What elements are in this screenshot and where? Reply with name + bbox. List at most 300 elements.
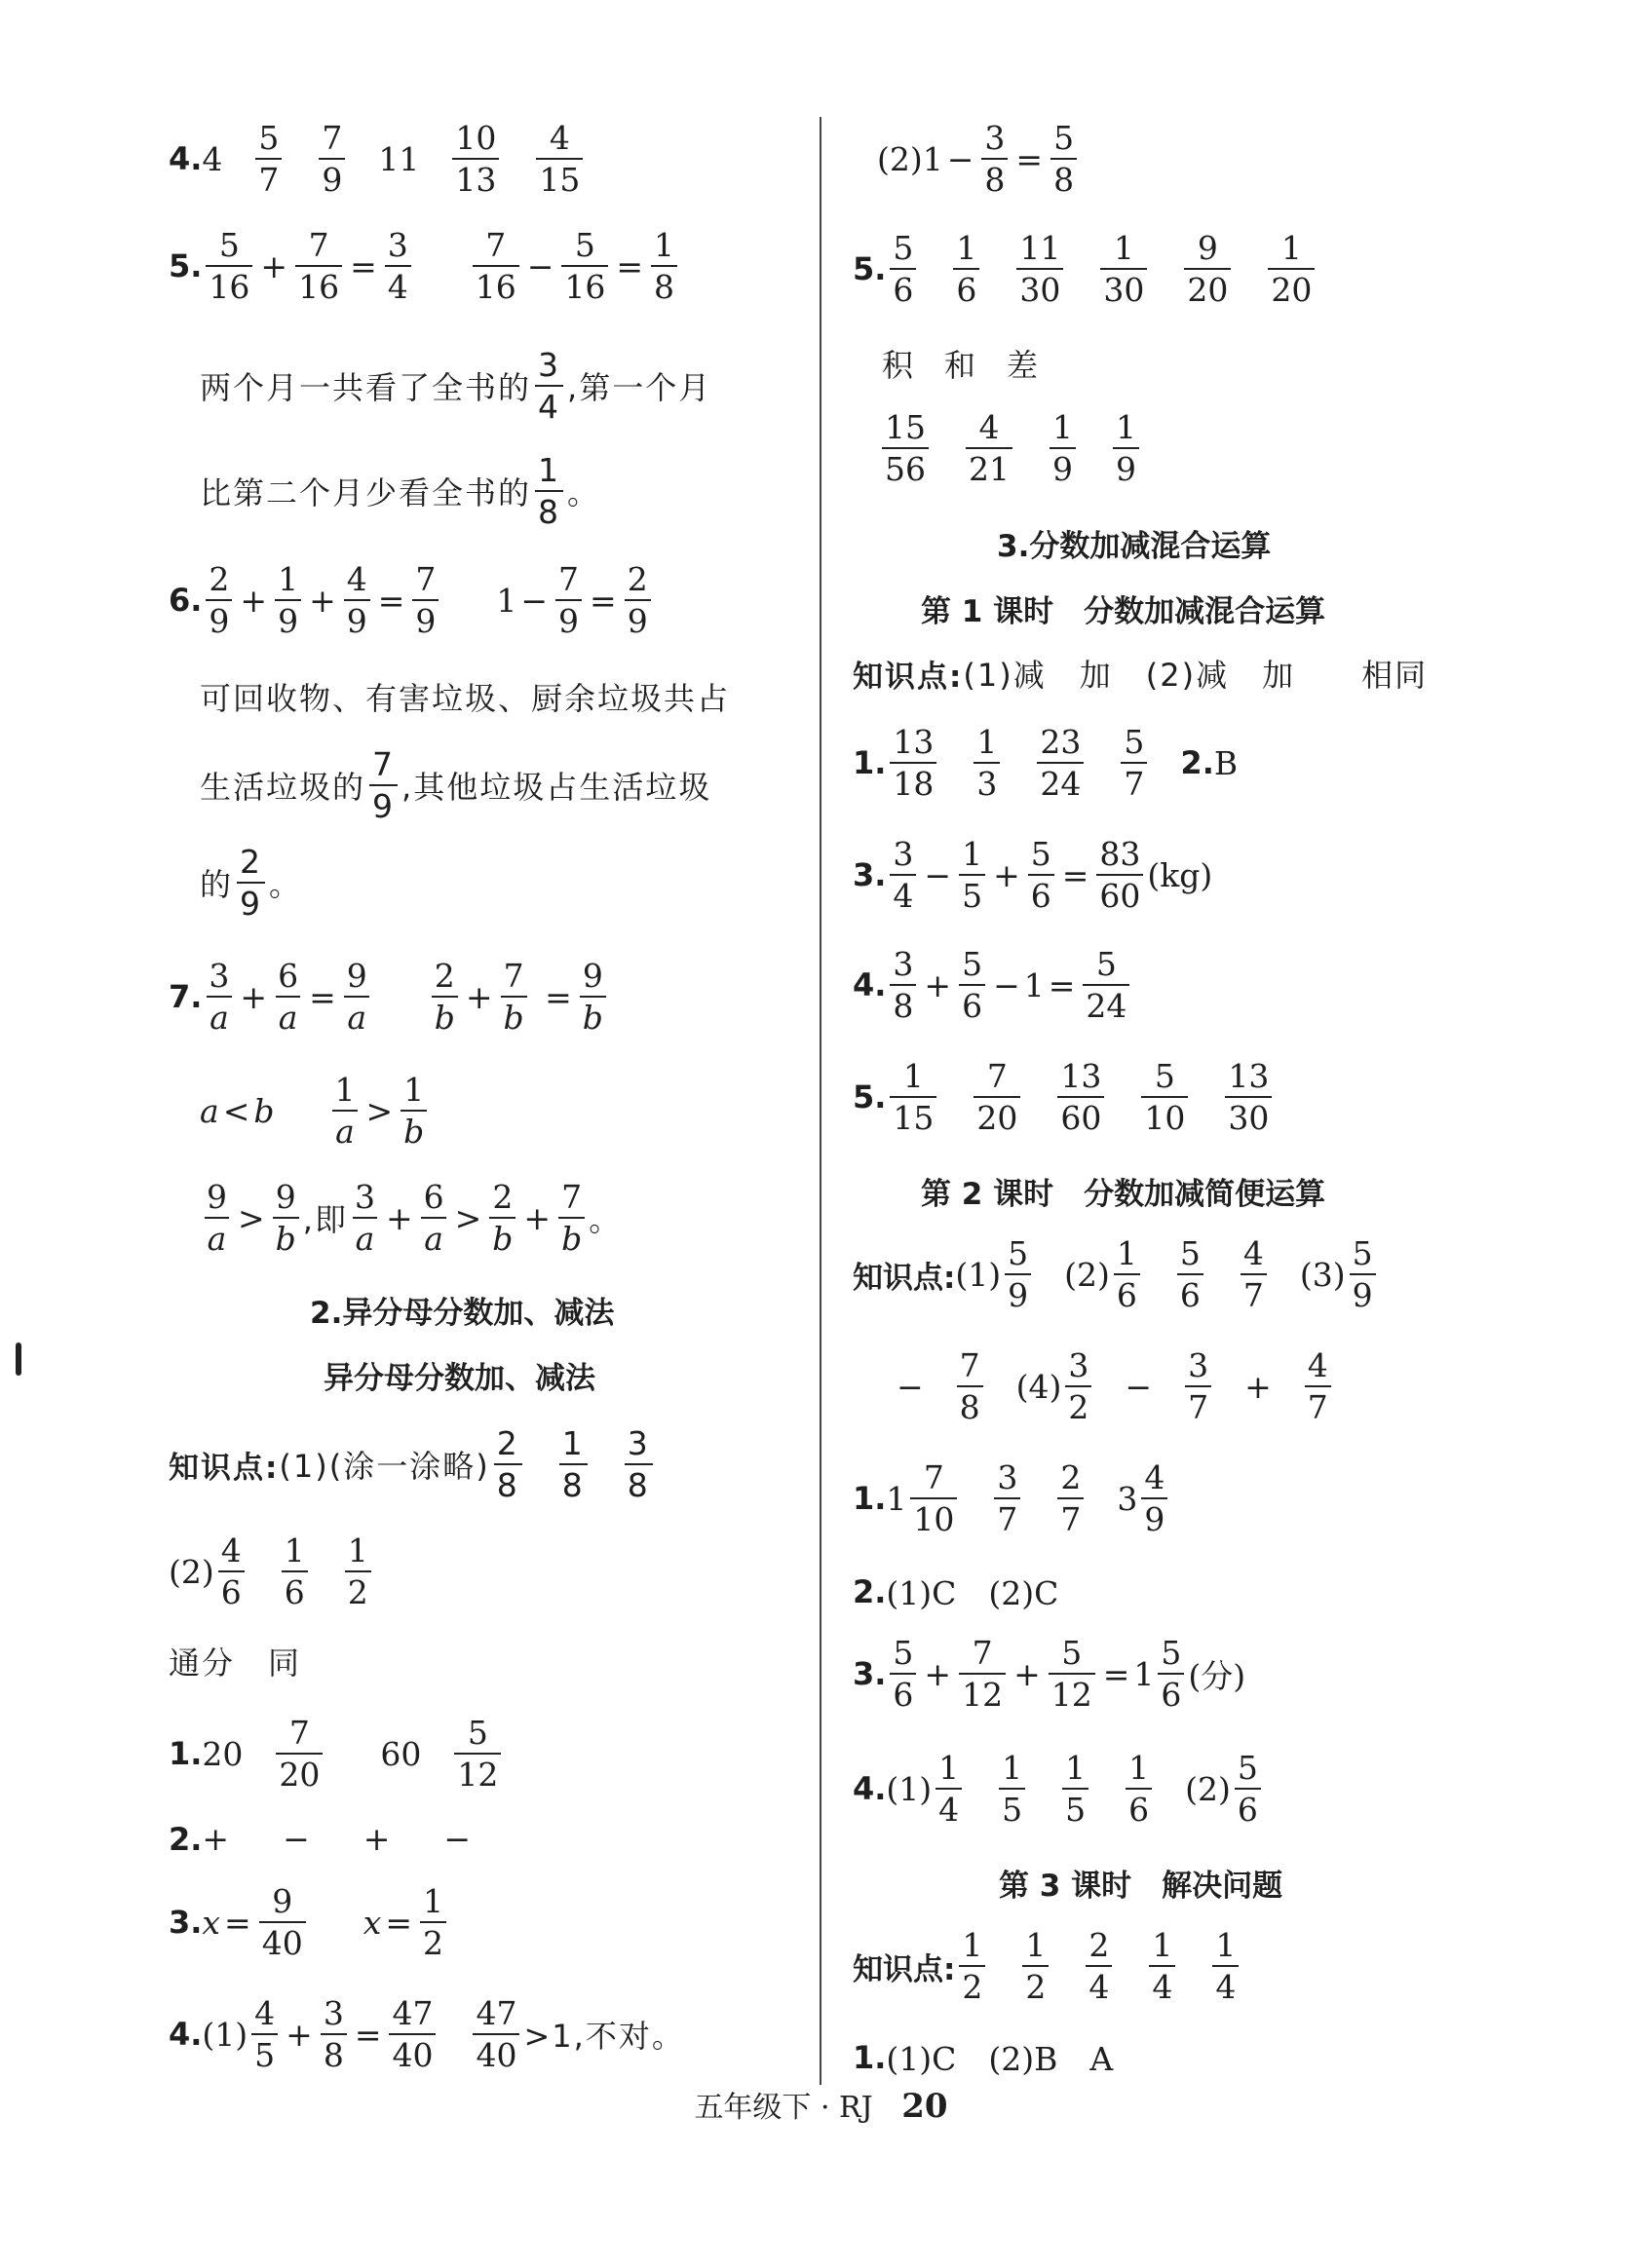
- text-token: +: [1244, 1367, 1272, 1406]
- numerator: 1: [1128, 1749, 1150, 1787]
- denominator: 9: [412, 599, 439, 637]
- fraction: [389, 1994, 436, 2074]
- fraction: [385, 226, 411, 306]
- answer-q6-text2: [200, 745, 712, 825]
- answer-5: [853, 1057, 1276, 1137]
- denominator: 2: [345, 1570, 371, 1608]
- numerator: 7: [308, 226, 329, 264]
- answer-4: [169, 1994, 685, 2074]
- denominator: 6: [1235, 1788, 1261, 1826]
- text-token: +: [1013, 1654, 1041, 1693]
- text-token: =: [350, 246, 377, 285]
- text-token: a: [200, 1091, 219, 1130]
- numerator: 1: [1215, 1926, 1237, 1964]
- denominator: 24: [1083, 984, 1129, 1022]
- numerator: 9: [272, 1882, 293, 1920]
- fraction: [345, 1531, 371, 1611]
- text-token: 。: [589, 1201, 623, 1238]
- denominator: 6: [1114, 1273, 1140, 1311]
- fraction: [344, 957, 370, 1037]
- fraction: [999, 1749, 1025, 1829]
- text-token: =: [309, 977, 336, 1016]
- fraction: [882, 408, 929, 488]
- numerator: 1: [284, 1531, 305, 1569]
- denominator: 7: [1305, 1385, 1331, 1423]
- numerator: 2: [496, 1424, 519, 1462]
- denominator: 9: [206, 599, 232, 637]
- denominator: 9: [625, 599, 651, 637]
- text-token: (1)C (2)B A: [886, 2040, 1114, 2078]
- numerator: 10: [455, 119, 497, 157]
- answer-r2: [877, 119, 1081, 199]
- denominator: 9: [369, 784, 398, 822]
- text-token: 1: [496, 581, 517, 620]
- numerator: 4: [1242, 1234, 1264, 1272]
- text-token: +: [240, 977, 268, 1016]
- text-token: >1,不对。: [523, 2018, 685, 2055]
- answer-r5-words: [882, 341, 1040, 386]
- denominator: b: [558, 1217, 585, 1255]
- denominator: 15: [890, 1096, 936, 1134]
- fraction: [890, 835, 916, 915]
- answer-2: [853, 1569, 1058, 1614]
- denominator: 12: [959, 1673, 1006, 1711]
- denominator: 60: [1096, 874, 1143, 912]
- fraction: [625, 560, 651, 640]
- denominator: 2: [1065, 1385, 1091, 1423]
- text-token: 差: [1007, 347, 1041, 384]
- denominator: b: [580, 996, 606, 1034]
- denominator: 6: [1158, 1673, 1184, 1711]
- numerator: 3: [984, 119, 1006, 157]
- numerator: 2: [240, 843, 263, 881]
- fraction: [1057, 1458, 1084, 1538]
- fraction: [1141, 1458, 1167, 1538]
- text-token: +: [385, 1198, 413, 1237]
- answer-r5: [853, 229, 1318, 309]
- fraction: [218, 1531, 245, 1611]
- text-token: +: [202, 1820, 230, 1858]
- fraction: [473, 226, 519, 306]
- fraction: [1049, 1634, 1095, 1714]
- lesson-title: 第 2 课时 分数加减简便运算: [921, 1177, 1326, 1212]
- text-token: 4.: [169, 2016, 203, 2053]
- answer-3: [853, 835, 1213, 915]
- numerator: 7: [986, 1057, 1008, 1095]
- text-token: +: [286, 2015, 313, 2054]
- numerator: 3: [1188, 1346, 1209, 1384]
- numerator: 1: [1113, 229, 1134, 267]
- text-token: 5.: [169, 247, 203, 284]
- numerator: 13: [893, 723, 935, 761]
- text-token: −: [993, 965, 1020, 1004]
- text-token: (1)(涂一涂略): [279, 1448, 490, 1485]
- fraction: [890, 1634, 916, 1714]
- denominator: 7: [1241, 1273, 1267, 1311]
- fraction: [535, 346, 563, 426]
- numerator: 5: [1008, 1234, 1029, 1272]
- fraction: [1086, 1926, 1112, 2006]
- numerator: 5: [1095, 945, 1117, 983]
- denominator: 20: [974, 1096, 1020, 1134]
- denominator: 10: [910, 1497, 957, 1535]
- text-token: 的: [200, 866, 234, 903]
- text-token: −: [526, 246, 554, 285]
- fraction: [251, 1994, 278, 2074]
- denominator: a: [332, 1110, 358, 1148]
- lesson-title: 异分母分数加、减法: [324, 1361, 595, 1396]
- fraction: [454, 1714, 501, 1794]
- numerator: 3: [538, 346, 561, 384]
- denominator: 60: [1057, 1096, 1104, 1134]
- fraction: [1005, 1234, 1031, 1314]
- fraction: [1062, 1749, 1088, 1829]
- denominator: 8: [494, 1463, 522, 1501]
- denominator: b: [501, 996, 527, 1034]
- denominator: 40: [473, 2033, 519, 2071]
- scan-mark: [16, 1342, 21, 1376]
- denominator: 30: [1016, 268, 1063, 306]
- text-token: 3.: [169, 1904, 203, 1941]
- denominator: a: [421, 1217, 446, 1255]
- fraction: [255, 119, 282, 199]
- denominator: 4: [1212, 1965, 1239, 2003]
- text-token: 3: [1117, 1479, 1138, 1518]
- fraction: [1050, 408, 1076, 488]
- numerator: 7: [972, 1634, 993, 1672]
- numerator: 1: [1280, 229, 1302, 267]
- text-token: =: [1048, 965, 1076, 1004]
- denominator: a: [276, 996, 301, 1034]
- fraction: [321, 1994, 347, 2074]
- text-token: (3): [1299, 1255, 1346, 1294]
- denominator: b: [432, 996, 458, 1034]
- numerator: 7: [503, 957, 524, 995]
- numerator: 5: [893, 1634, 914, 1672]
- fraction: [580, 957, 606, 1037]
- text-token: 1.: [169, 1735, 203, 1772]
- text-token: +: [924, 1654, 952, 1693]
- text-token: −: [897, 1367, 924, 1406]
- answer-q7: [169, 957, 610, 1037]
- numerator: 1: [938, 1749, 960, 1787]
- denominator: a: [207, 996, 232, 1034]
- numerator: 4: [549, 119, 570, 157]
- numerator: 3: [354, 1178, 375, 1216]
- denominator: 16: [295, 265, 342, 303]
- fraction: [936, 1749, 962, 1829]
- fraction: [1100, 229, 1147, 309]
- fraction: [974, 723, 1000, 803]
- text-token: >: [454, 1198, 482, 1237]
- text-token: +: [993, 855, 1020, 894]
- fraction: [273, 1178, 299, 1258]
- denominator: 6: [890, 1673, 916, 1711]
- text-token: (1): [886, 1769, 933, 1808]
- fraction: [319, 119, 345, 199]
- numerator: 9: [207, 1178, 227, 1216]
- text-token: =: [1015, 139, 1044, 178]
- answer-4: [853, 945, 1133, 1025]
- fraction: [1057, 1057, 1104, 1137]
- denominator: 4: [535, 385, 563, 423]
- numerator: 2: [627, 560, 648, 598]
- numerator: 5: [893, 229, 914, 267]
- numerator: 4: [254, 1994, 276, 2032]
- fraction: [1158, 1634, 1184, 1714]
- numerator: 3: [209, 957, 230, 995]
- page-footer: [0, 2083, 1642, 2126]
- fraction: [494, 1424, 522, 1504]
- text-token: 1.: [853, 744, 887, 781]
- section-title: 3.分数加减混合运算: [997, 529, 1272, 564]
- text-token: 1: [1133, 1654, 1155, 1693]
- numerator: 1: [334, 1071, 356, 1109]
- denominator: 7: [994, 1497, 1020, 1535]
- numerator: 1: [902, 1057, 924, 1095]
- numerator: 7: [322, 119, 343, 157]
- text-token: +: [240, 581, 268, 620]
- fraction: [535, 451, 563, 531]
- text-token: =: [534, 977, 572, 1016]
- fraction: [1022, 1926, 1049, 2006]
- numerator: 7: [372, 745, 396, 783]
- fraction: [994, 1458, 1020, 1538]
- text-token: x: [202, 1903, 221, 1942]
- numerator: 23: [1040, 723, 1082, 761]
- denominator: 6: [282, 1570, 308, 1608]
- fraction: [352, 1178, 378, 1258]
- fraction: [1241, 1234, 1267, 1314]
- text-token: 4: [202, 139, 223, 178]
- answer-q7-line2: [200, 1071, 431, 1151]
- fraction: [1121, 723, 1147, 803]
- knowledge-point-l3: [853, 1926, 1242, 2006]
- knowledge-point-2: [169, 1531, 375, 1611]
- answer-q6-text3: [200, 843, 303, 923]
- numerator: 9: [582, 957, 603, 995]
- denominator: 5: [959, 874, 985, 912]
- text-token: −: [946, 139, 974, 178]
- denominator: 3: [974, 762, 1000, 800]
- text-token: =: [1061, 855, 1089, 894]
- numerator: 1: [1002, 1749, 1023, 1787]
- numerator: 3: [893, 835, 914, 873]
- denominator: 9: [319, 158, 345, 196]
- numerator: 1: [422, 1882, 443, 1920]
- text-token: +: [465, 977, 493, 1016]
- fraction: [204, 1178, 230, 1258]
- knowledge-point-l2-line2: [897, 1346, 1335, 1426]
- denominator: 9: [1005, 1273, 1031, 1311]
- fraction: [206, 226, 252, 306]
- fraction: [555, 560, 582, 640]
- fraction: [1184, 229, 1231, 309]
- knowledge-words: 通分 同: [169, 1644, 302, 1682]
- fraction: [957, 1346, 983, 1426]
- fraction: [473, 1994, 519, 2074]
- fraction: [1037, 723, 1084, 803]
- numerator: 47: [392, 1994, 434, 2032]
- text-token: 2.: [169, 1820, 203, 1858]
- denominator: 20: [1268, 268, 1315, 306]
- fraction: [561, 226, 608, 306]
- numerator: 1: [1025, 1926, 1047, 1964]
- text-token: (1): [202, 2015, 248, 2054]
- fraction: [275, 560, 301, 640]
- fraction: [890, 1057, 936, 1137]
- fraction: [981, 119, 1008, 199]
- numerator: 5: [1161, 1634, 1182, 1672]
- numerator: 5: [1352, 1234, 1373, 1272]
- denominator: b: [489, 1217, 516, 1255]
- denominator: 16: [561, 265, 608, 303]
- denominator: a: [353, 1217, 378, 1255]
- fraction: [1235, 1749, 1261, 1829]
- denominator: 15: [536, 158, 583, 196]
- numerator: 9: [275, 1178, 296, 1216]
- denominator: 8: [321, 2033, 347, 2071]
- numerator: 9: [346, 957, 367, 995]
- text-token: ,第一个月: [567, 369, 712, 406]
- text-token: 4.: [853, 1770, 887, 1807]
- text-token: (1): [955, 1255, 1002, 1294]
- numerator: 13: [1060, 1057, 1102, 1095]
- denominator: 18: [890, 762, 936, 800]
- numerator: 1: [1152, 1926, 1173, 1964]
- numerator: 6: [278, 957, 299, 995]
- text-token: 4.: [853, 966, 887, 1003]
- denominator: 9: [275, 599, 301, 637]
- fraction: [651, 226, 677, 306]
- numerator: 1: [538, 451, 561, 489]
- fraction: [974, 1057, 1020, 1137]
- denominator: 4: [1149, 1965, 1175, 2003]
- text-token: 11: [378, 139, 420, 178]
- denominator: 8: [1050, 158, 1077, 196]
- answer-q6-text1: [200, 674, 730, 719]
- denominator: 9: [1141, 1497, 1167, 1535]
- fraction: [1350, 1234, 1376, 1314]
- fraction: [276, 1714, 323, 1794]
- numerator: 7: [558, 560, 580, 598]
- text-token: 知识点:: [853, 659, 964, 695]
- fraction: [959, 945, 985, 1025]
- numerator: 1: [976, 723, 998, 761]
- answer-q5-text1: [200, 346, 712, 426]
- answer-3: [169, 1882, 450, 1962]
- numerator: 3: [997, 1458, 1018, 1496]
- lesson-title: 第 3 课时 解决问题: [999, 1869, 1283, 1904]
- denominator: 12: [454, 1753, 501, 1791]
- numerator: 1: [956, 229, 977, 267]
- denominator: 56: [882, 447, 929, 485]
- numerator: 3: [387, 226, 408, 264]
- text-token: 5.: [853, 250, 887, 287]
- text-token: +: [309, 581, 336, 620]
- denominator: 8: [890, 984, 916, 1022]
- text-token: (1)C (2)C: [886, 1574, 1059, 1612]
- knowledge-point-1: [169, 1424, 657, 1504]
- numerator: 7: [923, 1458, 944, 1496]
- numerator: 47: [476, 1994, 517, 2032]
- text-token: 两个月一共看了全书的: [200, 369, 532, 406]
- fraction: [953, 229, 979, 309]
- denominator: 2: [959, 1965, 985, 2003]
- text-token: b: [253, 1091, 275, 1130]
- text-token: 比第二个月少看全书的: [200, 474, 532, 511]
- numerator: 5: [218, 226, 240, 264]
- fraction: [501, 957, 527, 1037]
- denominator: 8: [559, 1463, 588, 1501]
- text-token: +: [260, 246, 288, 285]
- text-token: =: [224, 1903, 251, 1942]
- fraction: [1149, 1926, 1175, 2006]
- fraction: [959, 1634, 1006, 1714]
- text-token: =: [377, 581, 405, 620]
- numerator: 2: [209, 560, 230, 598]
- numerator: 2: [492, 1178, 514, 1216]
- numerator: 4: [978, 408, 1000, 446]
- numerator: 4: [1307, 1346, 1328, 1384]
- numerator: 5: [1030, 835, 1051, 873]
- text-token: ,其他垃圾占生活垃圾: [401, 769, 712, 806]
- text-token: 1.: [853, 1480, 887, 1517]
- text-token: 2.: [853, 1572, 887, 1610]
- answer-1: [169, 1714, 505, 1794]
- text-token: 3.: [853, 1655, 887, 1692]
- denominator: 20: [276, 1753, 323, 1791]
- fraction: [1305, 1346, 1331, 1426]
- text-token: (2): [1064, 1255, 1110, 1294]
- answer-q7-line3: [200, 1178, 623, 1258]
- answer-1: [853, 723, 1239, 803]
- denominator: 16: [473, 265, 519, 303]
- numerator: 1: [403, 1071, 425, 1109]
- fraction: [344, 560, 370, 640]
- numerator: 4: [346, 560, 367, 598]
- numerator: 5: [1237, 1749, 1258, 1787]
- numerator: 5: [962, 945, 983, 983]
- numerator: 1: [1052, 408, 1073, 446]
- text-token: 3.: [853, 856, 887, 893]
- denominator: 8: [957, 1385, 983, 1423]
- fraction: [1113, 408, 1139, 488]
- fraction: [1114, 1234, 1140, 1314]
- text-token: >: [365, 1091, 394, 1130]
- knowledge-point: [853, 651, 1428, 696]
- text-token: −: [283, 1820, 310, 1858]
- denominator: 6: [1126, 1788, 1152, 1826]
- knowledge-point-l2: [853, 1234, 1380, 1314]
- text-token: (2): [1185, 1769, 1231, 1808]
- numerator: 4: [220, 1531, 242, 1569]
- text-token: 和: [944, 347, 978, 384]
- denominator: 7: [1185, 1385, 1211, 1423]
- denominator: 8: [625, 1463, 653, 1501]
- numerator: 5: [1179, 1234, 1201, 1272]
- text-token: 1: [1023, 965, 1045, 1004]
- denominator: 8: [651, 265, 677, 303]
- numerator: 5: [467, 1714, 488, 1752]
- text-token: >: [238, 1198, 265, 1237]
- numerator: 3: [627, 1424, 650, 1462]
- denominator: 6: [1177, 1273, 1203, 1311]
- text-token: −: [1125, 1367, 1153, 1406]
- denominator: 2: [420, 1921, 446, 1959]
- numerator: 3: [893, 945, 914, 983]
- fraction: [959, 835, 985, 915]
